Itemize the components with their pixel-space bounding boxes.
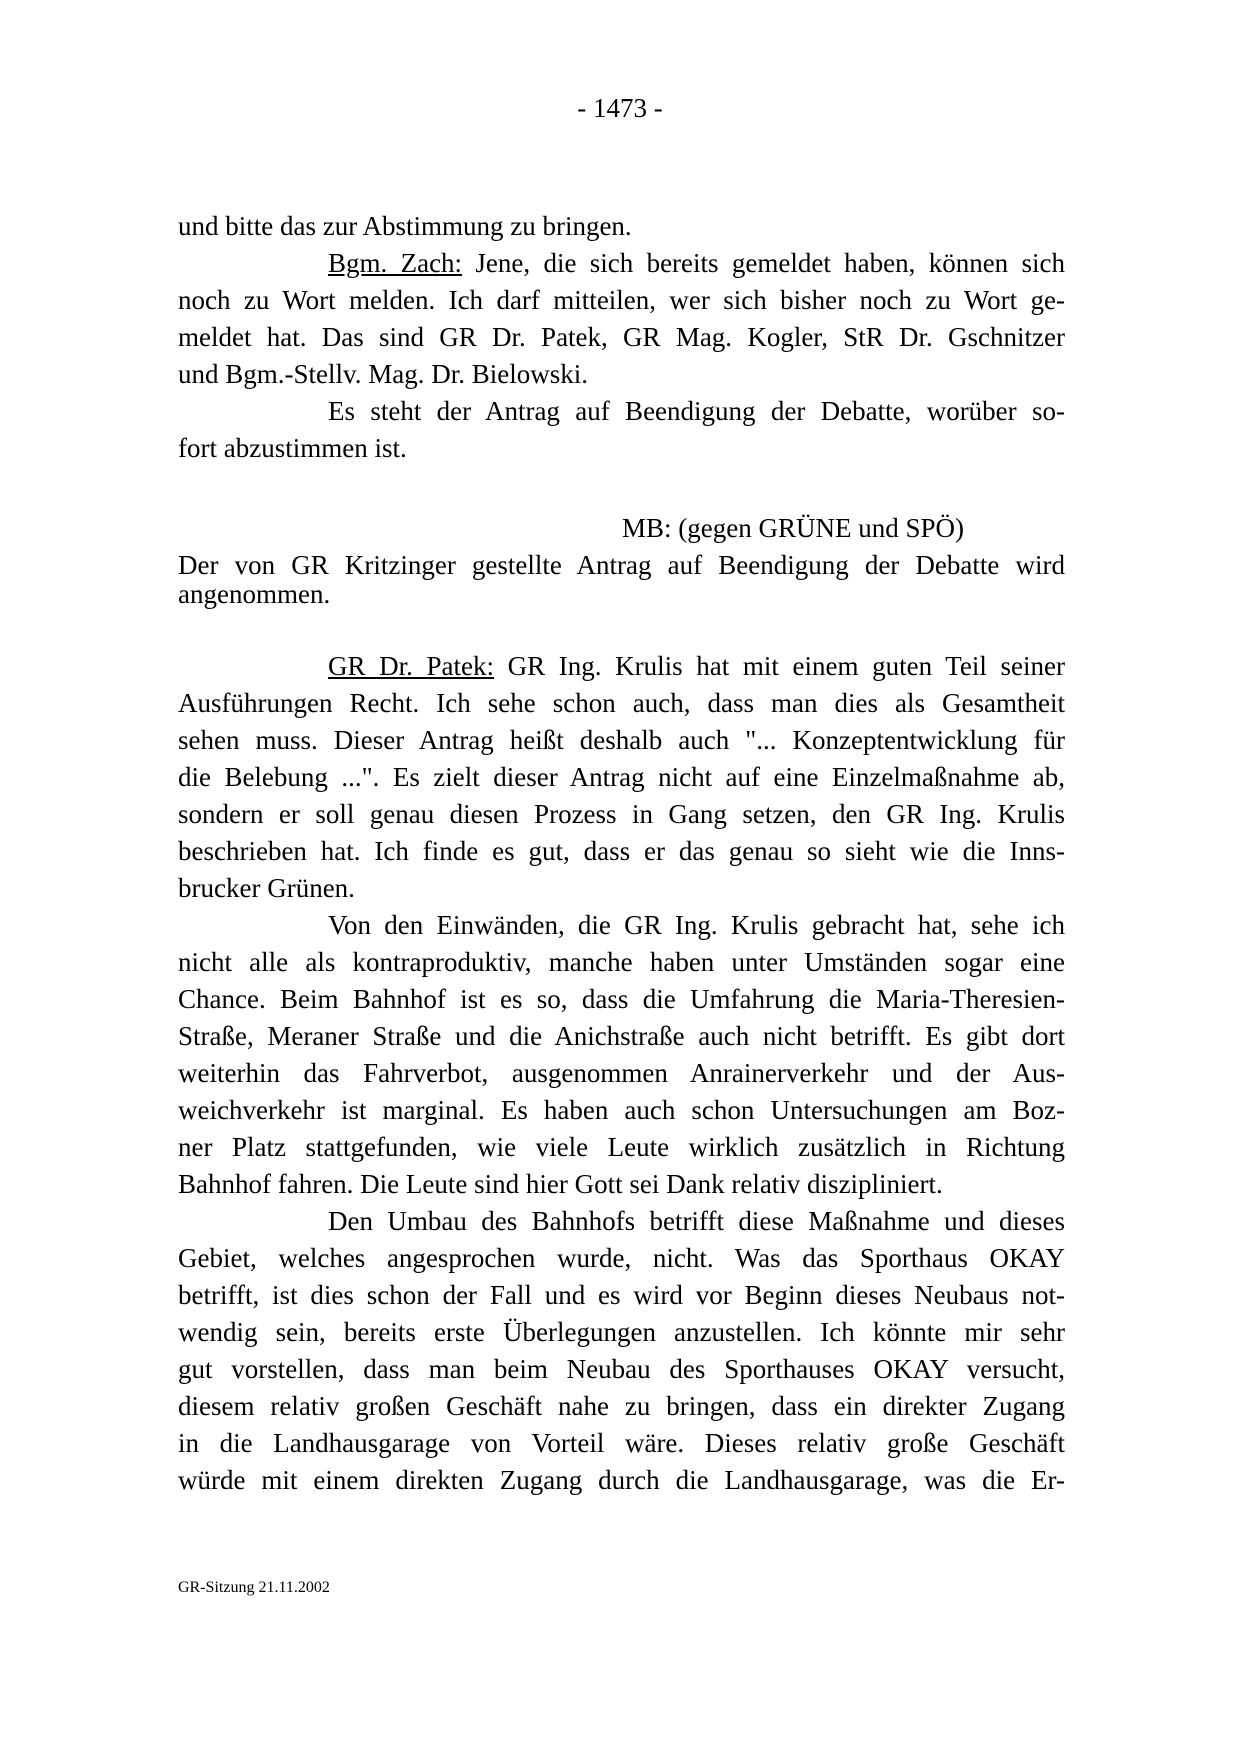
text-line: Chance. Beim Bahnhof ist es so, dass die Umfahrung die Maria-Theresien- (178, 984, 1065, 1014)
text-line: weiterhin das Fahrverbot, ausgenommen Anrainerverkehr und der Aus- (178, 1058, 1065, 1088)
text-line: betrifft, ist dies schon der Fall und es wird vor Beginn dieses Neubaus not- (178, 1280, 1065, 1310)
text-line: Straße, Meraner Straße und die Anichstraße auch nicht betrifft. Es gibt dort (178, 1021, 1065, 1051)
text-line: nicht alle als kontraproduktiv, manche haben unter Umständen sogar eine (178, 947, 1065, 977)
text-line: die Belebung ...". Es zielt dieser Antrag nicht auf eine Einzelmaßnahme ab, (178, 762, 1065, 792)
text-span: Jene, die sich bereits gemeldet haben, können sich (462, 248, 1065, 278)
text-line: in die Landhausgarage von Vorteil wäre. Dieses relativ große Geschäft (178, 1428, 1065, 1458)
page-number: - 1473 - (577, 93, 663, 123)
text-line: Es steht der Antrag auf Beendigung der Debatte, worüber so- (328, 396, 1065, 426)
speaker-label: GR Dr. Patek: (328, 651, 495, 681)
text-line: wendig sein, bereits erste Überlegungen anzustellen. Ich könnte mir sehr (178, 1317, 1065, 1347)
text-line (328, 648, 1065, 685)
text-line: sondern er soll genau diesen Prozess in Gang setzen, den GR Ing. Krulis (178, 799, 1065, 829)
text-line: weichverkehr ist marginal. Es haben auch schon Untersuchungen am Boz- (178, 1095, 1065, 1125)
speaker-label: Bgm. Zach: (328, 248, 463, 278)
text-span: GR Ing. Krulis hat mit einem guten Teil seiner (494, 651, 1065, 681)
text-line: Von den Einwänden, die GR Ing. Krulis gebracht hat, sehe ich (328, 910, 1065, 940)
text-line: und bitte das zur Abstimmung zu bringen. (178, 211, 632, 241)
footer-session-date: GR-Sitzung 21.11.2002 (178, 1579, 330, 1596)
text-line: diesem relativ großen Geschäft nahe zu bringen, dass ein direkter Zugang (178, 1391, 1065, 1421)
text-line: meldet hat. Das sind GR Dr. Patek, GR Mag. Kogler, StR Dr. Gschnitzer (178, 322, 1065, 352)
text-line: brucker Grünen. (178, 873, 355, 903)
text-line: Den Umbau des Bahnhofs betrifft diese Maßnahme und dieses (328, 1206, 1065, 1236)
text-line: noch zu Wort melden. Ich darf mitteilen, wer sich bisher noch zu Wort ge- (178, 285, 1065, 315)
text-line: Der von GR Kritzinger gestellte Antrag auf Beendigung der Debatte wird (178, 550, 1065, 580)
text-line: angenommen. (178, 579, 331, 609)
text-line: ner Platz stattgefunden, wie viele Leute wirklich zusätzlich in Richtung (178, 1132, 1065, 1162)
resolution-vote: MB: (gegen GRÜNE und SPÖ) (622, 513, 964, 543)
text-line (328, 245, 1065, 282)
text-line: würde mit einem direkten Zugang durch die Landhausgarage, was die Er- (178, 1465, 1065, 1495)
text-line: sehen muss. Dieser Antrag heißt deshalb auch "... Konzeptentwicklung für (178, 725, 1065, 755)
text-line: und Bgm.-Stellv. Mag. Dr. Bielowski. (178, 359, 588, 389)
text-line: Ausführungen Recht. Ich sehe schon auch, dass man dies als Gesamtheit (178, 688, 1065, 718)
text-line: gut vorstellen, dass man beim Neubau des Sporthauses OKAY versucht, (178, 1354, 1065, 1384)
text-line: fort abzustimmen ist. (178, 433, 407, 463)
text-line: Bahnhof fahren. Die Leute sind hier Gott sei Dank relativ diszipliniert. (178, 1169, 943, 1199)
text-line: beschrieben hat. Ich finde es gut, dass er das genau so sieht wie die Inns- (178, 836, 1065, 866)
text-line: Gebiet, welches angesprochen wurde, nicht. Was das Sporthaus OKAY (178, 1243, 1065, 1273)
